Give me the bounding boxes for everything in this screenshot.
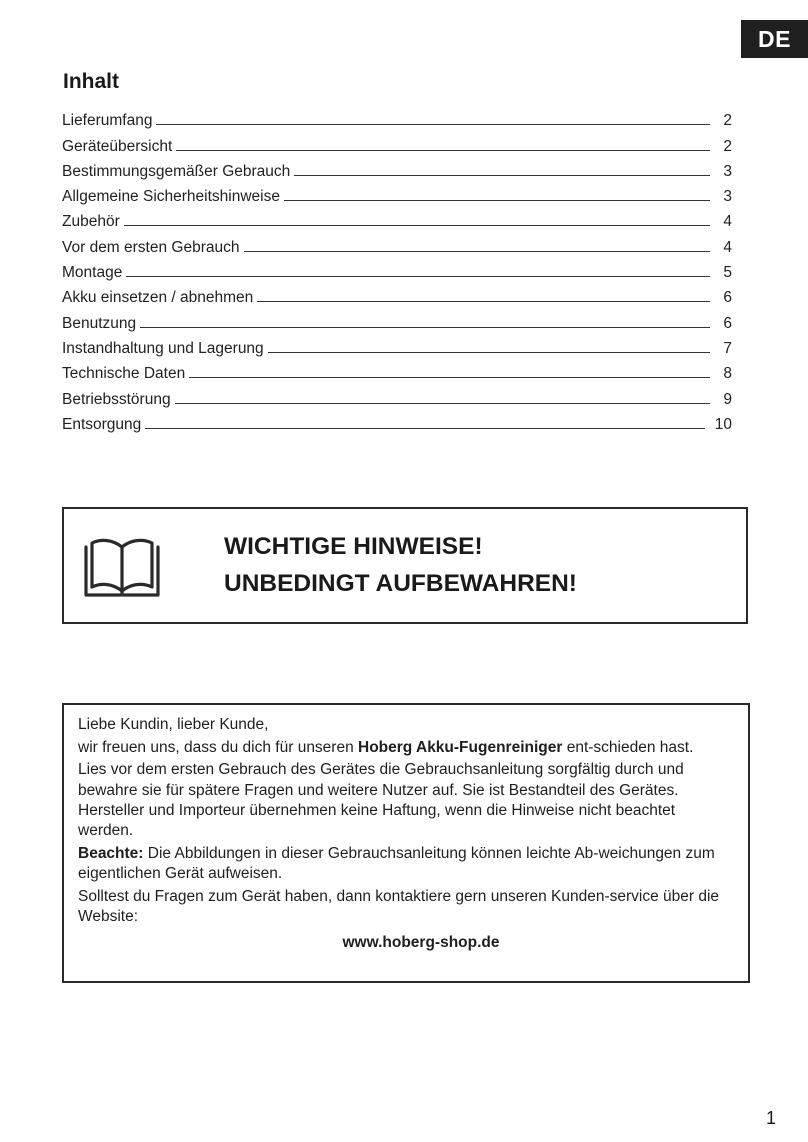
toc-entry[interactable] (62, 206, 732, 231)
toc-entry-page: 5 (723, 264, 732, 282)
toc-entry-page: 2 (723, 137, 732, 155)
toc-leader-line (176, 149, 710, 151)
toc-entry-label: Allgemeine Sicherheitshinweise (62, 188, 280, 206)
toc-entry[interactable] (62, 231, 732, 256)
toc-entry-page: 4 (723, 213, 732, 231)
toc-entry-label: Technische Daten (62, 365, 186, 383)
toc-entry[interactable] (62, 130, 732, 155)
toc-entry-page: 10 (714, 415, 732, 433)
table-of-contents (62, 105, 732, 434)
toc-entry-page: 7 (723, 339, 732, 357)
toc-entry-label: Montage (62, 264, 123, 282)
toc-entry-label: Entsorgung (62, 415, 142, 433)
toc-entry-label: Lieferumfang (62, 112, 153, 130)
toc-entry-label: Geräteübersicht (62, 137, 173, 155)
toc-entry-page: 6 (723, 314, 732, 332)
toc-leader-line (124, 224, 710, 226)
toc-entry-page: 3 (723, 162, 732, 180)
toc-title: Inhalt (63, 70, 119, 93)
toc-entry-page: 6 (723, 289, 732, 307)
note-text: Die Abbildungen in dieser Gebrauchsanleitung können leichte Ab-weichungen zum eigentlichen Gerät aufweisen. (78, 844, 715, 882)
note-paragraph (78, 844, 734, 884)
toc-entry-label: Betriebsstörung (62, 390, 171, 408)
toc-entry[interactable] (62, 156, 732, 181)
notice-heading: WICHTIGE HINWEISE! (224, 533, 483, 560)
notice-subheading: UNBEDINGT AUFBEWAHREN! (224, 570, 577, 597)
greeting: Liebe Kundin, lieber Kunde, (78, 716, 269, 733)
page-number: 1 (766, 1108, 777, 1128)
toc-leader-line (294, 174, 710, 176)
thanks-text-end: ent-schieden hast. (562, 738, 694, 756)
toc-entry-label: Akku einsetzen / abnehmen (62, 289, 254, 307)
toc-entry[interactable] (62, 333, 732, 358)
toc-entry-label: Bestimmungsgemäßer Gebrauch (62, 162, 291, 180)
toc-leader-line (156, 123, 710, 125)
toc-entry-label: Benutzung (62, 314, 137, 332)
product-name: Hoberg Akku-Fugenreiniger (358, 738, 563, 756)
thanks-text-start: wir freuen uns, dass du dich für unseren (78, 738, 359, 756)
toc-entry[interactable] (62, 257, 732, 282)
toc-entry-page: 9 (723, 390, 732, 408)
instructions-paragraph: Lies vor dem ersten Gebrauch des Gerätes die Gebrauchsanleitung sorgfältig durch und bewahre sie für spätere Fragen und weitere Nutzer auf. Sie ist Bestandteil des Gerätes. Hersteller und Importeur übernehmen keine Haftung, wenn die Hinweise nicht beachtet werden. (78, 761, 684, 840)
toc-entry-page: 3 (723, 188, 732, 206)
toc-entry-page: 2 (723, 112, 732, 130)
toc-leader-line (284, 199, 710, 201)
open-book-icon (80, 535, 164, 599)
note-label: Beachte: (78, 844, 144, 862)
toc-entry-label: Instandhaltung und Lagerung (62, 339, 264, 357)
language-badge: DE (741, 20, 808, 58)
toc-entry[interactable] (62, 409, 732, 434)
toc-leader-line (244, 250, 711, 252)
toc-entry-page: 4 (723, 238, 732, 256)
toc-entry[interactable] (62, 358, 732, 383)
toc-leader-line (257, 300, 710, 302)
toc-entry[interactable] (62, 383, 732, 408)
important-notice-box (62, 507, 748, 624)
toc-leader-line (126, 275, 710, 277)
toc-entry[interactable] (62, 307, 732, 332)
toc-leader-line (140, 326, 710, 328)
toc-leader-line (189, 376, 710, 378)
toc-entry-label: Vor dem ersten Gebrauch (62, 238, 240, 256)
contact-paragraph: Solltest du Fragen zum Gerät haben, dann kontaktiere gern unseren Kunden-service über die Website: (78, 887, 720, 925)
customer-intro-box (62, 703, 750, 983)
toc-leader-line (268, 351, 710, 353)
toc-entry[interactable] (62, 105, 732, 130)
toc-entry[interactable] (62, 181, 732, 206)
thanks-paragraph (78, 738, 734, 758)
toc-entry-page: 8 (723, 365, 732, 383)
toc-entry-label: Zubehör (62, 213, 120, 231)
toc-leader-line (145, 427, 704, 429)
toc-leader-line (175, 402, 710, 404)
website-link[interactable]: www.hoberg-shop.de (342, 934, 500, 952)
toc-entry[interactable] (62, 282, 732, 307)
